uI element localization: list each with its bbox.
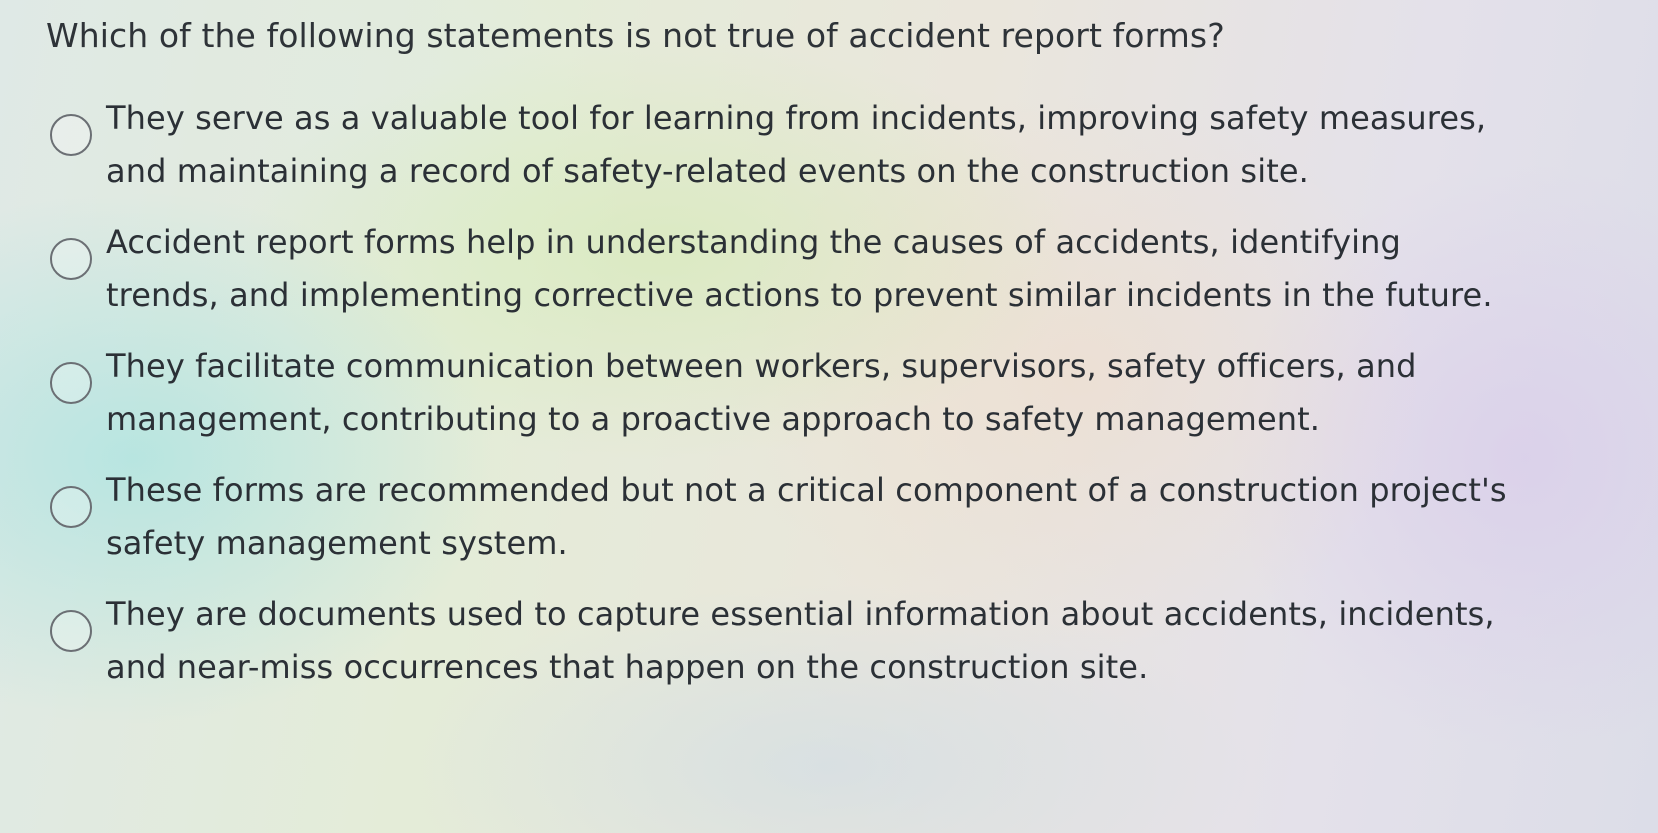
answer-option-2[interactable] bbox=[50, 216, 1520, 322]
option-label: They serve as a valuable tool for learning from incidents, improving safety measures, and maintaining a record of safety-related events on the construction site. bbox=[106, 99, 1487, 190]
radio-button[interactable] bbox=[50, 610, 92, 652]
radio-button[interactable] bbox=[50, 486, 92, 528]
option-label: These forms are recommended but not a critical component of a construction project's safety management system. bbox=[106, 471, 1507, 562]
radio-button[interactable] bbox=[50, 362, 92, 404]
answer-option-4[interactable] bbox=[50, 464, 1520, 570]
answer-options bbox=[50, 92, 1520, 712]
answer-option-1[interactable] bbox=[50, 92, 1520, 198]
option-label: They are documents used to capture essential information about accidents, incidents, and near-miss occurrences that happen on the construction site. bbox=[106, 595, 1495, 686]
radio-button[interactable] bbox=[50, 238, 92, 280]
answer-option-3[interactable] bbox=[50, 340, 1520, 446]
question-text: Which of the following statements is not true of accident report forms? bbox=[46, 16, 1225, 55]
answer-option-5[interactable] bbox=[50, 588, 1520, 694]
option-label: Accident report forms help in understanding the causes of accidents, identifying trends, and implementing corrective actions to prevent similar incidents in the future. bbox=[106, 223, 1493, 314]
option-label: They facilitate communication between workers, supervisors, safety officers, and management, contributing to a proactive approach to safety management. bbox=[106, 347, 1417, 438]
radio-button[interactable] bbox=[50, 114, 92, 156]
